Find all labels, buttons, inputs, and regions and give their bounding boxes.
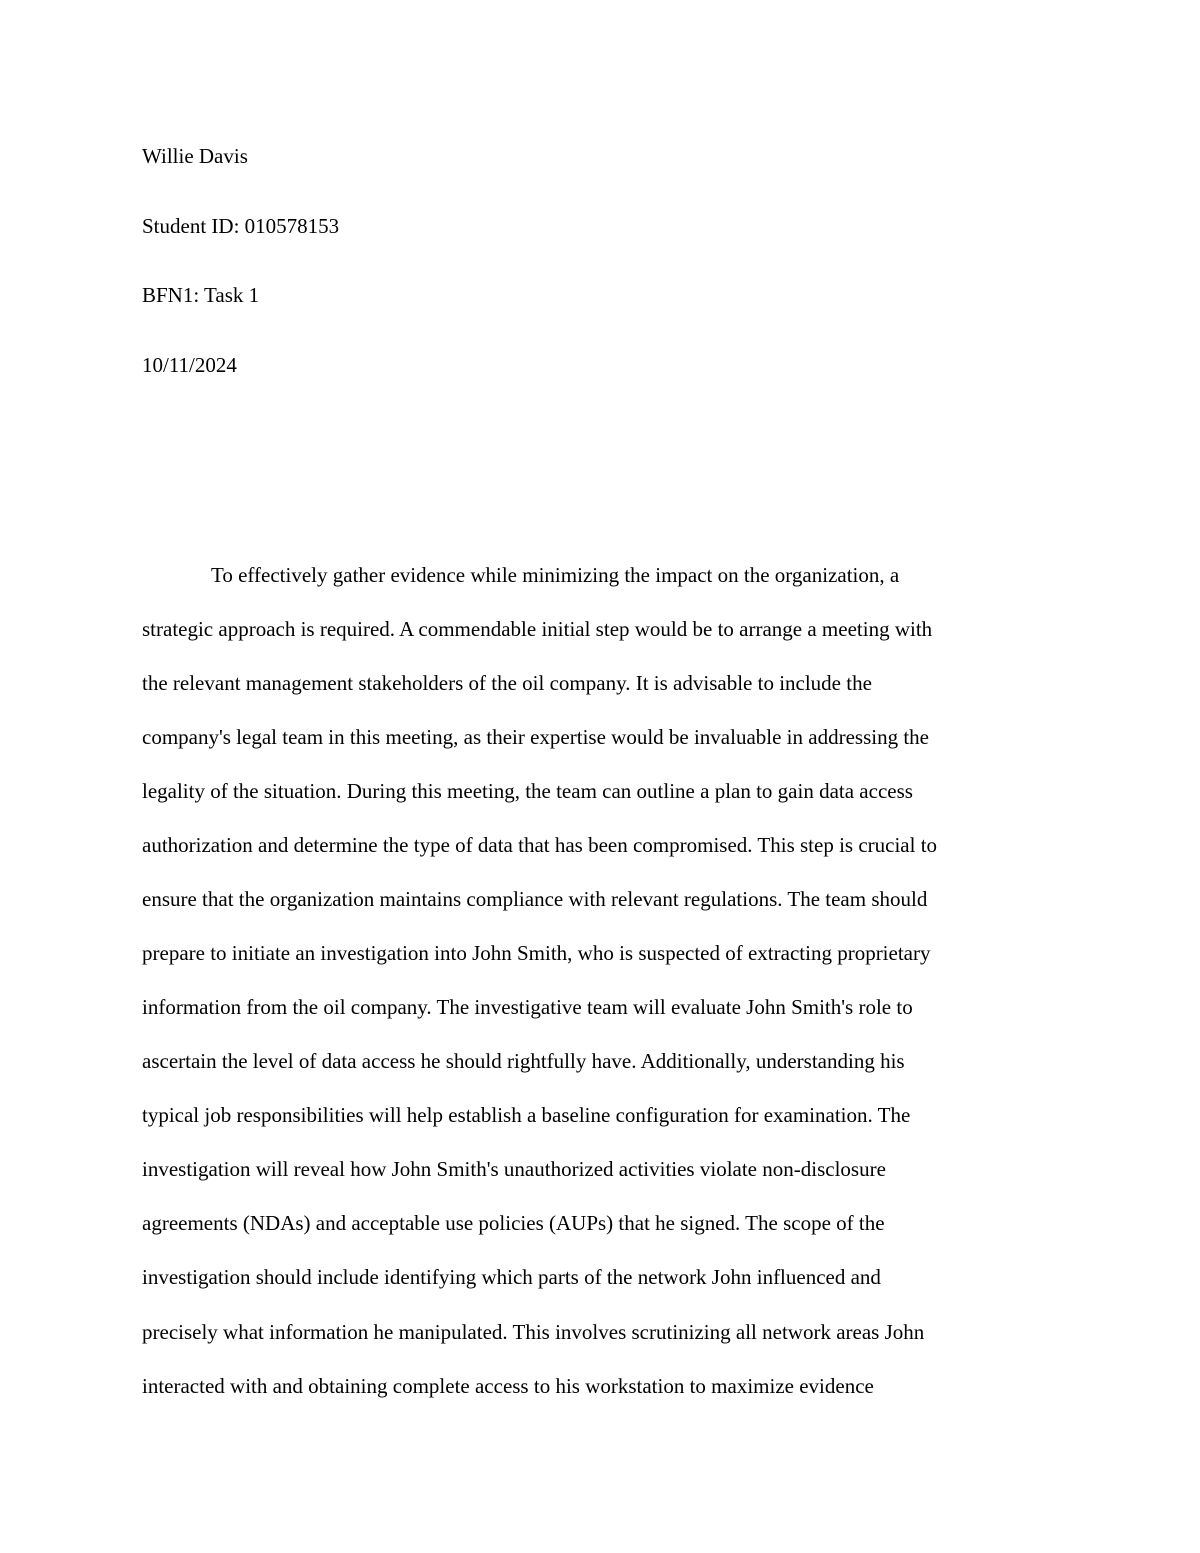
paragraph-line: investigation should include identifying which parts of the network John influenced and xyxy=(142,1265,881,1289)
author-name: Willie Davis xyxy=(142,144,248,168)
paragraph-line: legality of the situation. During this meeting, the team can outline a plan to gain data access xyxy=(142,779,913,803)
paragraph-line: company's legal team in this meeting, as their expertise would be invaluable in addressing the xyxy=(142,725,929,749)
course-task: BFN1: Task 1 xyxy=(142,283,260,307)
paragraph-line: information from the oil company. The investigative team will evaluate John Smith's role to xyxy=(142,995,913,1019)
paragraph-line: prepare to initiate an investigation into John Smith, who is suspected of extracting proprietary xyxy=(142,941,931,965)
paragraph-line: precisely what information he manipulated. This involves scrutinizing all network areas John xyxy=(142,1320,925,1344)
paragraph-line: ascertain the level of data access he should rightfully have. Additionally, understanding his xyxy=(142,1049,905,1073)
paragraph-line: To effectively gather evidence while minimizing the impact on the organization, a xyxy=(211,563,900,587)
paragraph-line: the relevant management stakeholders of the oil company. It is advisable to include the xyxy=(142,671,872,695)
document-date: 10/11/2024 xyxy=(142,353,237,377)
paragraph-line: investigation will reveal how John Smith's unauthorized activities violate non-disclosure xyxy=(142,1157,886,1181)
paragraph-line: interacted with and obtaining complete access to his workstation to maximize evidence xyxy=(142,1374,874,1398)
paragraph-line: strategic approach is required. A commendable initial step would be to arrange a meeting with xyxy=(142,617,933,641)
student-id: Student ID: 010578153 xyxy=(142,214,340,238)
paragraph-line: authorization and determine the type of data that has been compromised. This step is crucial to xyxy=(142,833,938,857)
paragraph-line: typical job responsibilities will help establish a baseline configuration for examination. The xyxy=(142,1103,911,1127)
paragraph-line: agreements (NDAs) and acceptable use policies (AUPs) that he signed. The scope of the xyxy=(142,1211,885,1235)
paragraph-line: ensure that the organization maintains compliance with relevant regulations. The team should xyxy=(142,887,928,911)
